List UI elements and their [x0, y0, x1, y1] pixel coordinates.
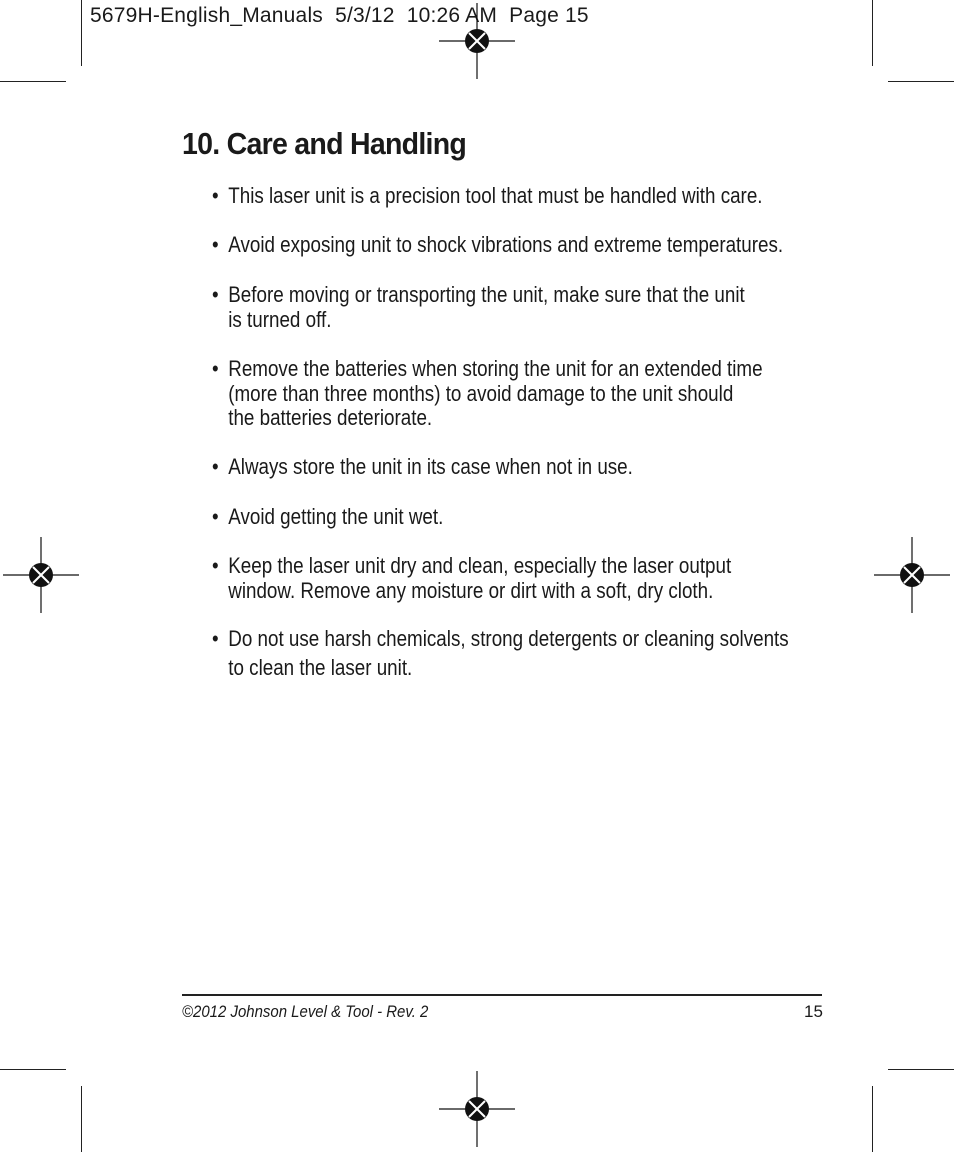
crop-mark-bottom-right-horizontal — [888, 1069, 954, 1070]
list-item-text: Avoid exposing unit to shock vibrations and extreme temperatures. — [228, 232, 784, 257]
bullet-icon: • — [212, 232, 219, 257]
bullet-icon: • — [212, 504, 219, 529]
registration-mark-top-icon — [437, 1, 517, 81]
crop-mark-top-right-vertical — [872, 0, 873, 66]
bullet-icon: • — [212, 553, 219, 578]
list-item — [212, 554, 811, 603]
page-number: 15 — [804, 1002, 823, 1021]
bullet-icon: • — [212, 183, 219, 208]
registration-mark-left-icon — [1, 535, 81, 615]
list-item — [212, 233, 811, 258]
bullet-icon: • — [212, 454, 219, 479]
list-item-text: Before moving or transporting the unit, make sure that the unit is turned off. — [228, 282, 745, 332]
crop-mark-top-left-vertical — [81, 0, 82, 66]
registration-mark-bottom-icon — [437, 1069, 517, 1149]
footer-divider — [182, 994, 822, 996]
bullet-icon: • — [212, 282, 219, 307]
list-item — [212, 357, 811, 431]
list-item-text: Always store the unit in its case when not in use. — [228, 454, 633, 479]
list-item-text: Do not use harsh chemicals, strong detergents or cleaning solvents to clean the laser unit. — [228, 626, 789, 680]
list-item-text: Remove the batteries when storing the unit for an extended time (more than three months) to avoid damage to the unit should the batteries deteriorate. — [228, 356, 763, 430]
crop-mark-top-right-horizontal — [888, 81, 954, 82]
list-item — [212, 505, 811, 530]
footer-copyright: ©2012 Johnson Level & Tool - Rev. 2 — [182, 1002, 429, 1021]
list-item — [212, 624, 811, 682]
list-item — [212, 184, 811, 209]
crop-mark-bottom-left-horizontal — [0, 1069, 66, 1070]
crop-mark-top-left-horizontal — [0, 81, 66, 82]
list-item-text: This laser unit is a precision tool that must be handled with care. — [228, 183, 763, 208]
list-item-text: Avoid getting the unit wet. — [228, 504, 444, 529]
crop-mark-bottom-left-vertical — [81, 1086, 82, 1152]
bullet-icon: • — [212, 626, 219, 651]
list-item — [212, 283, 811, 332]
list-item — [212, 455, 811, 480]
list-item-text: Keep the laser unit dry and clean, especially the laser output window. Remove any moisture or dirt with a soft, dry cloth. — [228, 553, 732, 603]
printer-slug-line: 5679H-English_Manuals 5/3/12 10:26 AM Page 15 — [90, 4, 589, 27]
crop-mark-bottom-right-vertical — [872, 1086, 873, 1152]
bullet-icon: • — [212, 356, 219, 381]
registration-mark-right-icon — [872, 535, 952, 615]
section-title: 10. Care and Handling — [182, 126, 467, 161]
